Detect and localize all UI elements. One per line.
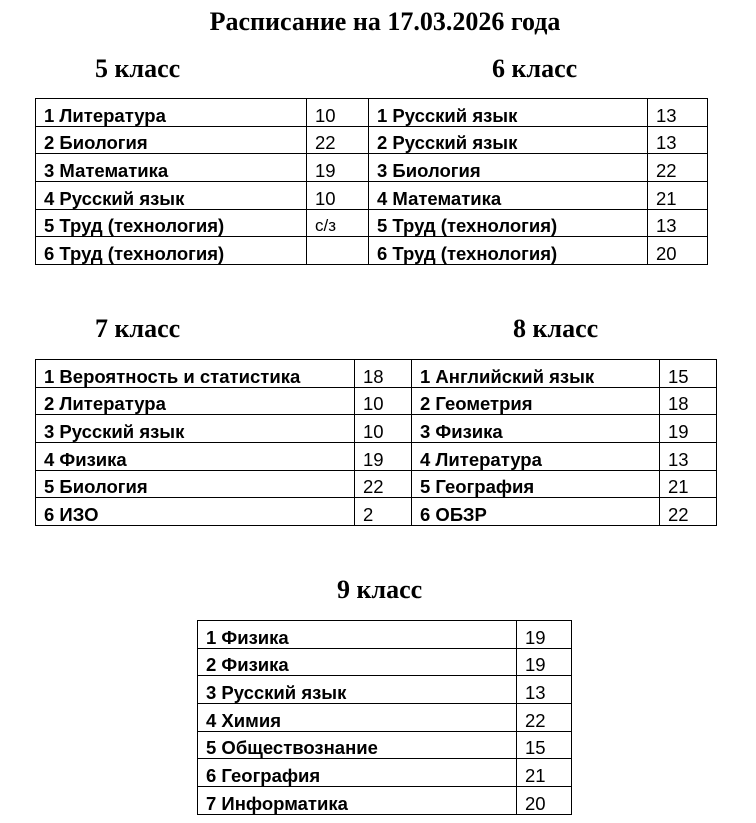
table-row xyxy=(412,387,717,415)
room-cell: 13 xyxy=(648,209,708,237)
room-cell: 22 xyxy=(517,704,572,732)
room-cell xyxy=(307,237,369,265)
table-row xyxy=(198,621,572,649)
table-row xyxy=(369,154,708,182)
table-row xyxy=(36,415,412,443)
subject-cell: 4 Математика xyxy=(369,182,648,210)
room-cell: 2 xyxy=(355,498,412,526)
subject-cell: 6 ИЗО xyxy=(36,498,355,526)
class-7-heading: 7 класс xyxy=(95,314,181,343)
room-cell: 22 xyxy=(660,498,717,526)
subject-cell: 6 Труд (технология) xyxy=(369,237,648,265)
table-row xyxy=(369,182,708,210)
room-cell: 10 xyxy=(355,387,412,415)
room-cell: 20 xyxy=(517,787,572,815)
room-cell: 20 xyxy=(648,237,708,265)
table-row xyxy=(36,209,369,237)
subject-cell: 7 Информатика xyxy=(198,787,517,815)
table-row xyxy=(412,443,717,471)
room-cell: 13 xyxy=(517,676,572,704)
class-6-schedule-table xyxy=(368,98,708,265)
room-cell: 19 xyxy=(517,621,572,649)
room-cell: 19 xyxy=(517,648,572,676)
room-cell: 10 xyxy=(307,99,369,127)
subject-cell: 3 Физика xyxy=(412,415,660,443)
subject-cell: 1 Русский язык xyxy=(369,99,648,127)
subject-cell: 1 Литература xyxy=(36,99,307,127)
subject-cell: 3 Биология xyxy=(369,154,648,182)
class-9-schedule-table xyxy=(197,620,572,815)
table-row xyxy=(36,498,412,526)
subject-cell: 5 География xyxy=(412,470,660,498)
room-cell: 13 xyxy=(648,126,708,154)
subject-cell: 5 Труд (технология) xyxy=(36,209,307,237)
room-cell: 19 xyxy=(660,415,717,443)
class-9-heading: 9 класс xyxy=(337,575,423,604)
subject-cell: 5 Труд (технология) xyxy=(369,209,648,237)
subject-cell: 2 Русский язык xyxy=(369,126,648,154)
class-8-schedule-table xyxy=(411,359,717,526)
table-row xyxy=(36,237,369,265)
subject-cell: 3 Математика xyxy=(36,154,307,182)
table-row xyxy=(369,126,708,154)
subject-cell: 3 Русский язык xyxy=(198,676,517,704)
room-cell: 21 xyxy=(660,470,717,498)
table-row xyxy=(198,759,572,787)
subject-cell: 6 Труд (технология) xyxy=(36,237,307,265)
table-row xyxy=(36,387,412,415)
table-row xyxy=(36,360,412,388)
class-5-schedule-table xyxy=(35,98,369,265)
table-row xyxy=(36,182,369,210)
table-row xyxy=(36,126,369,154)
class-8-heading: 8 класс xyxy=(513,314,599,343)
subject-cell: 4 Русский язык xyxy=(36,182,307,210)
table-row xyxy=(198,676,572,704)
table-row xyxy=(369,99,708,127)
table-row xyxy=(36,443,412,471)
subject-cell: 4 Физика xyxy=(36,443,355,471)
subject-cell: 4 Литература xyxy=(412,443,660,471)
room-cell: 22 xyxy=(355,470,412,498)
subject-cell: 1 Английский язык xyxy=(412,360,660,388)
table-row xyxy=(412,470,717,498)
room-cell: 22 xyxy=(648,154,708,182)
subject-cell: 3 Русский язык xyxy=(36,415,355,443)
room-cell: с/з xyxy=(307,209,369,237)
room-cell: 22 xyxy=(307,126,369,154)
subject-cell: 4 Химия xyxy=(198,704,517,732)
table-row xyxy=(36,154,369,182)
table-row xyxy=(198,787,572,815)
table-row xyxy=(369,209,708,237)
table-row xyxy=(36,99,369,127)
room-cell: 15 xyxy=(517,731,572,759)
table-row xyxy=(198,704,572,732)
room-cell: 18 xyxy=(660,387,717,415)
room-cell: 10 xyxy=(355,415,412,443)
subject-cell: 6 ОБЗР xyxy=(412,498,660,526)
table-row xyxy=(412,415,717,443)
room-cell: 21 xyxy=(517,759,572,787)
subject-cell: 2 Биология xyxy=(36,126,307,154)
room-cell: 21 xyxy=(648,182,708,210)
subject-cell: 5 Обществознание xyxy=(198,731,517,759)
subject-cell: 2 Физика xyxy=(198,648,517,676)
table-row xyxy=(369,237,708,265)
subject-cell: 5 Биология xyxy=(36,470,355,498)
room-cell: 15 xyxy=(660,360,717,388)
class-7-schedule-table xyxy=(35,359,412,526)
class-5-heading: 5 класс xyxy=(95,54,181,83)
room-cell: 13 xyxy=(648,99,708,127)
subject-cell: 2 Литература xyxy=(36,387,355,415)
table-row xyxy=(412,498,717,526)
table-row xyxy=(412,360,717,388)
subject-cell: 6 География xyxy=(198,759,517,787)
room-cell: 18 xyxy=(355,360,412,388)
room-cell: 10 xyxy=(307,182,369,210)
room-cell: 19 xyxy=(307,154,369,182)
table-row xyxy=(36,470,412,498)
table-row xyxy=(198,648,572,676)
subject-cell: 1 Физика xyxy=(198,621,517,649)
subject-cell: 1 Вероятность и статистика xyxy=(36,360,355,388)
class-6-heading: 6 класс xyxy=(492,54,578,83)
page-title: Расписание на 17.03.2026 года xyxy=(209,7,561,36)
subject-cell: 2 Геометрия xyxy=(412,387,660,415)
table-row xyxy=(198,731,572,759)
room-cell: 19 xyxy=(355,443,412,471)
room-cell: 13 xyxy=(660,443,717,471)
